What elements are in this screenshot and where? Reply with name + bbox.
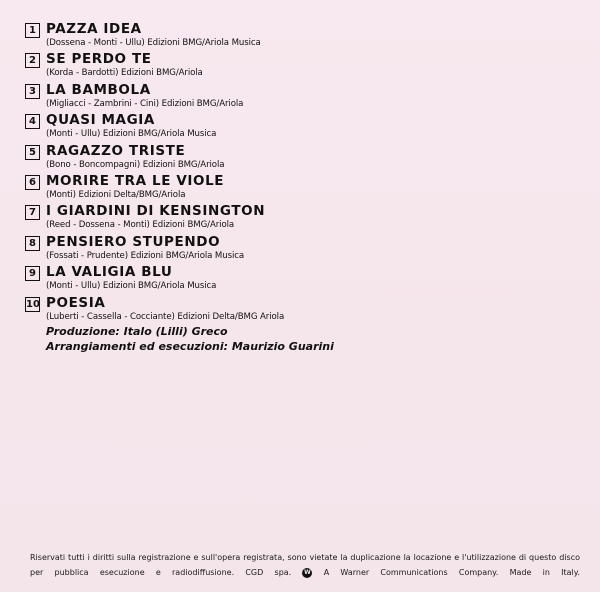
footer-word: Made bbox=[509, 568, 532, 577]
track-number-box: 4 bbox=[25, 114, 40, 129]
footer-word: Company. bbox=[458, 568, 499, 577]
track-number-box: 3 bbox=[25, 84, 40, 99]
track-item bbox=[16, 233, 576, 263]
track-credit: (Dossena - Monti - Ullu) Edizioni BMG/Ariola Musica bbox=[46, 38, 261, 48]
track-item bbox=[16, 202, 576, 232]
production-credits bbox=[46, 324, 334, 354]
footer-word: spa. bbox=[274, 568, 292, 577]
track-number-box: 10 bbox=[26, 298, 40, 310]
footer-word: esecuzione bbox=[99, 568, 145, 577]
track-number-box: 2 bbox=[25, 53, 40, 68]
track-number-box: 7 bbox=[25, 205, 40, 220]
copyright-line-2 bbox=[30, 565, 580, 580]
track-item bbox=[16, 142, 576, 172]
footer-word: Italy. bbox=[561, 568, 580, 577]
warner-logo-icon: W bbox=[304, 568, 311, 576]
track-title: SE PERDO TE bbox=[46, 51, 152, 68]
track-credit: (Migliacci - Zambrini - Cini) Edizioni BMG/Ariola bbox=[46, 98, 244, 109]
track-title: RAGAZZO TRISTE bbox=[46, 142, 186, 159]
track-item bbox=[16, 294, 576, 324]
track-number-box: 8 bbox=[25, 236, 40, 251]
track-credit: (Luberti - Cassella - Cocciante) Edizioni Delta/BMG Ariola bbox=[46, 311, 285, 322]
footer-word: radiodiffusione. bbox=[172, 568, 235, 577]
footer-word: A bbox=[323, 568, 330, 577]
track-number-box: 6 bbox=[25, 175, 40, 190]
track-title: I GIARDINI DI KENSINGTON bbox=[46, 203, 266, 220]
track-item bbox=[16, 172, 576, 202]
footer-word: Warner bbox=[340, 568, 370, 577]
track-item bbox=[16, 50, 576, 80]
track-item bbox=[16, 263, 576, 293]
track-title: MORIRE TRA LE VIOLE bbox=[46, 172, 225, 189]
footer-word: in bbox=[542, 568, 550, 577]
track-title: QUASI MAGIA bbox=[46, 112, 155, 129]
arrangements-line: Arrangiamenti ed esecuzioni: Maurizio Guarini bbox=[46, 340, 334, 353]
track-title: LA BAMBOLA bbox=[46, 81, 151, 98]
track-item bbox=[16, 111, 576, 141]
track-credit: (Monti - Ullu) Edizioni BMG/Ariola Musica bbox=[46, 281, 217, 292]
track-title: PAZZA IDEA bbox=[46, 21, 142, 37]
track-credit: (Korda - Bardotti) Edizioni BMG/Ariola bbox=[46, 68, 203, 79]
track-number-box: 1 bbox=[25, 23, 40, 38]
track-item bbox=[16, 81, 576, 111]
track-credit: (Reed - Dossena - Monti) Edizioni BMG/Ariola bbox=[46, 220, 235, 231]
track-title: LA VALIGIA BLU bbox=[46, 264, 173, 281]
footer-word: per bbox=[30, 568, 44, 577]
track-credit: (Fossati - Prudente) Edizioni BMG/Ariola Musica bbox=[46, 250, 245, 261]
copyright-footer bbox=[30, 550, 580, 580]
track-title: PENSIERO STUPENDO bbox=[46, 233, 221, 250]
track-credit: (Bono - Boncompagni) Edizioni BMG/Ariola bbox=[46, 159, 225, 170]
copyright-line-1: Riservati tutti i diritti sulla registrazione e sull'opera registrata, sono vietate la duplicazione la locazione e l'utilizzazione di questo disco bbox=[30, 553, 580, 562]
footer-word: e bbox=[155, 568, 161, 577]
track-title: POESIA bbox=[46, 294, 106, 311]
footer-word: Communications bbox=[380, 568, 448, 577]
track-credit: (Monti - Ullu) Edizioni BMG/Ariola Musica bbox=[46, 129, 217, 140]
footer-word: pubblica bbox=[54, 568, 89, 577]
track-number-box: 9 bbox=[25, 266, 40, 281]
footer-word: CGD bbox=[245, 568, 264, 577]
production-line: Produzione: Italo (Lilli) Greco bbox=[46, 325, 228, 338]
track-credit: (Monti) Edizioni Delta/BMG/Ariola bbox=[46, 189, 186, 200]
track-item bbox=[16, 20, 576, 50]
track-list bbox=[16, 20, 576, 324]
track-number-box: 5 bbox=[25, 145, 40, 160]
